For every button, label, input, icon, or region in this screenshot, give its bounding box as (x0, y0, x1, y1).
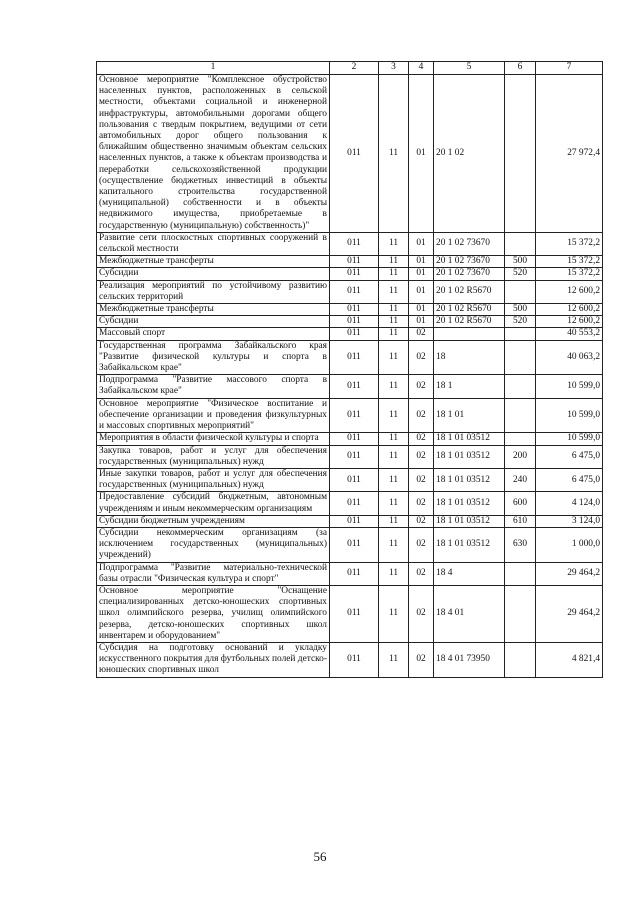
cell-col-4: 02 (409, 340, 434, 375)
cell-col-2: 011 (330, 445, 379, 468)
table-row (97, 468, 603, 491)
row-name-cell: Основное мероприятие "Оснащение специализированных детско-юношеских спортивных школ олимпийского резерва, училищ олимпийского резерва, детско-юношеских спортивных школ инвентарем и оборудованием" (97, 585, 330, 642)
cell-col-6 (505, 433, 536, 445)
cell-col-7: 6 475,0 (536, 445, 603, 468)
table-row (97, 75, 603, 233)
cell-col-2: 011 (330, 492, 379, 515)
cell-col-7: 40 063,2 (536, 340, 603, 375)
cell-col-2: 011 (330, 232, 379, 255)
cell-col-2: 011 (330, 328, 379, 340)
cell-col-7: 29 464,2 (536, 562, 603, 585)
cell-col-4: 02 (409, 642, 434, 677)
table-row (97, 256, 603, 268)
table-row (97, 340, 603, 375)
cell-col-2: 011 (330, 268, 379, 280)
cell-col-3: 11 (379, 398, 409, 433)
cell-col-2: 011 (330, 280, 379, 303)
cell-col-5: 18 1 01 03512 (434, 445, 505, 468)
header-col-1: 1 (97, 62, 330, 75)
header-col-6: 6 (505, 62, 536, 75)
header-col-7: 7 (536, 62, 603, 75)
cell-col-3: 11 (379, 468, 409, 491)
table-row (97, 515, 603, 527)
cell-col-2: 011 (330, 562, 379, 585)
page-number: 56 (313, 849, 327, 864)
cell-col-4: 02 (409, 527, 434, 562)
cell-col-4: 01 (409, 304, 434, 316)
cell-col-7: 10 599,0 (536, 398, 603, 433)
cell-col-3: 11 (379, 232, 409, 255)
row-name-cell: Субсидии (97, 316, 330, 328)
cell-col-2: 011 (330, 340, 379, 375)
row-name-cell: Основное мероприятие "Комплексное обустройство населенных пунктов, расположенных в сельской местности, объектами социальной и инженерной инфраструктуры, автомобильными дорогами общего пользования с твердым покрытием, ведущими от сети автомобильных дорог общего пользования к ближайшим общественно значимым объектам сельских населенных пунктов, а также к объектам производства и переработки сельскохозяйственной продукции (осуществление бюджетных инвестиций в объекты капитального строительства государственной (муниципальной) собственности и в объекты недвижимого имущества, приобретаемые в государственную (муниципальную) собственность)" (97, 75, 330, 233)
cell-col-3: 11 (379, 562, 409, 585)
cell-col-2: 011 (330, 398, 379, 433)
cell-col-2: 011 (330, 642, 379, 677)
cell-col-5: 18 4 (434, 562, 505, 585)
cell-col-6 (505, 340, 536, 375)
cell-col-6: 600 (505, 492, 536, 515)
row-name-cell: Подпрограмма "Развитие материально-технической базы отрасли "Физическая культура и спорт" (97, 562, 330, 585)
cell-col-3: 11 (379, 268, 409, 280)
table-row (97, 445, 603, 468)
cell-col-7: 40 553,2 (536, 328, 603, 340)
cell-col-2: 011 (330, 585, 379, 642)
header-col-3: 3 (379, 62, 409, 75)
table-row (97, 328, 603, 340)
cell-col-6 (505, 328, 536, 340)
cell-col-5: 18 (434, 340, 505, 375)
cell-col-4: 01 (409, 280, 434, 303)
cell-col-5: 18 1 01 03512 (434, 433, 505, 445)
cell-col-5: 20 1 02 73670 (434, 256, 505, 268)
cell-col-5: 20 1 02 (434, 75, 505, 233)
cell-col-3: 11 (379, 445, 409, 468)
cell-col-6 (505, 398, 536, 433)
table-row (97, 280, 603, 303)
row-name-cell: Закупка товаров, работ и услуг для обеспечения государственных (муниципальных) нужд (97, 445, 330, 468)
cell-col-4: 02 (409, 398, 434, 433)
cell-col-4: 02 (409, 445, 434, 468)
cell-col-2: 011 (330, 468, 379, 491)
table-row (97, 562, 603, 585)
cell-col-4: 02 (409, 433, 434, 445)
cell-col-6: 500 (505, 256, 536, 268)
table-row (97, 316, 603, 328)
cell-col-4: 02 (409, 585, 434, 642)
cell-col-5: 18 1 01 (434, 398, 505, 433)
cell-col-5: 20 1 02 73670 (434, 268, 505, 280)
cell-col-4: 01 (409, 268, 434, 280)
row-name-cell: Субсидии бюджетным учреждениям (97, 515, 330, 527)
cell-col-3: 11 (379, 515, 409, 527)
cell-col-4: 02 (409, 328, 434, 340)
cell-col-5: 20 1 02 R5670 (434, 280, 505, 303)
cell-col-5: 20 1 02 R5670 (434, 304, 505, 316)
cell-col-3: 11 (379, 256, 409, 268)
cell-col-4: 02 (409, 562, 434, 585)
cell-col-5 (434, 328, 505, 340)
header-col-5: 5 (434, 62, 505, 75)
cell-col-7: 27 972,4 (536, 75, 603, 233)
cell-col-4: 01 (409, 232, 434, 255)
cell-col-7: 3 124,0 (536, 515, 603, 527)
cell-col-7: 10 599,0 (536, 375, 603, 398)
cell-col-5: 18 4 01 73950 (434, 642, 505, 677)
cell-col-2: 011 (330, 256, 379, 268)
row-name-cell: Реализация мероприятий по устойчивому развитию сельских территорий (97, 280, 330, 303)
row-name-cell: Массовый спорт (97, 328, 330, 340)
cell-col-7: 4 821,4 (536, 642, 603, 677)
row-name-cell: Субсидия на подготовку оснований и укладку искусственного покрытия для футбольных полей детско-юношеских спортивных школ (97, 642, 330, 677)
row-name-cell: Развитие сети плоскостных спортивных сооружений в сельской местности (97, 232, 330, 255)
row-name-cell: Межбюджетные трансферты (97, 304, 330, 316)
cell-col-3: 11 (379, 527, 409, 562)
cell-col-2: 011 (330, 527, 379, 562)
cell-col-3: 11 (379, 433, 409, 445)
cell-col-3: 11 (379, 328, 409, 340)
table-row (97, 375, 603, 398)
cell-col-3: 11 (379, 280, 409, 303)
cell-col-3: 11 (379, 340, 409, 375)
row-name-cell: Иные закупки товаров, работ и услуг для обеспечения государственных (муниципальных) нужд (97, 468, 330, 491)
table-row (97, 585, 603, 642)
cell-col-2: 011 (330, 515, 379, 527)
header-col-2: 2 (330, 62, 379, 75)
row-name-cell: Мероприятия в области физической культуры и спорта (97, 433, 330, 445)
cell-col-6: 520 (505, 268, 536, 280)
cell-col-2: 011 (330, 304, 379, 316)
cell-col-6: 240 (505, 468, 536, 491)
cell-col-3: 11 (379, 585, 409, 642)
row-name-cell: Государственная программа Забайкальского края "Развитие физической культуры и спорта в Забайкальском крае" (97, 340, 330, 375)
cell-col-6 (505, 585, 536, 642)
cell-col-4: 01 (409, 256, 434, 268)
cell-col-5: 20 1 02 73670 (434, 232, 505, 255)
cell-col-2: 011 (330, 375, 379, 398)
cell-col-3: 11 (379, 492, 409, 515)
cell-col-4: 01 (409, 75, 434, 233)
header-row (97, 62, 603, 75)
row-name-cell: Основное мероприятие "Физическое воспитание и обеспечение организации и проведения физкультурных и массовых спортивных мероприятий" (97, 398, 330, 433)
cell-col-7: 12 600,2 (536, 280, 603, 303)
cell-col-7: 15 372,2 (536, 232, 603, 255)
row-name-cell: Подпрограмма "Развитие массового спорта в Забайкальском крае" (97, 375, 330, 398)
row-name-cell: Межбюджетные трансферты (97, 256, 330, 268)
cell-col-5: 18 1 01 03512 (434, 492, 505, 515)
cell-col-7: 1 000,0 (536, 527, 603, 562)
cell-col-6 (505, 562, 536, 585)
cell-col-5: 18 4 01 (434, 585, 505, 642)
cell-col-5: 18 1 01 03512 (434, 468, 505, 491)
table-row (97, 304, 603, 316)
cell-col-7: 29 464,2 (536, 585, 603, 642)
cell-col-4: 02 (409, 492, 434, 515)
table-row (97, 492, 603, 515)
cell-col-7: 12 600,2 (536, 316, 603, 328)
cell-col-7: 15 372,2 (536, 268, 603, 280)
table-row (97, 268, 603, 280)
row-name-cell: Предоставление субсидий бюджетным, автономным учреждениям и иным некоммерческим организациям (97, 492, 330, 515)
table-row (97, 232, 603, 255)
cell-col-5: 18 1 01 03512 (434, 515, 505, 527)
cell-col-6 (505, 232, 536, 255)
cell-col-4: 02 (409, 468, 434, 491)
cell-col-7: 6 475,0 (536, 468, 603, 491)
cell-col-4: 02 (409, 375, 434, 398)
cell-col-7: 15 372,2 (536, 256, 603, 268)
cell-col-6 (505, 642, 536, 677)
cell-col-4: 01 (409, 316, 434, 328)
cell-col-6 (505, 375, 536, 398)
header-col-4: 4 (409, 62, 434, 75)
cell-col-6: 520 (505, 316, 536, 328)
row-name-cell: Субсидии (97, 268, 330, 280)
cell-col-7: 10 599,0 (536, 433, 603, 445)
cell-col-6: 500 (505, 304, 536, 316)
cell-col-6: 200 (505, 445, 536, 468)
cell-col-6 (505, 280, 536, 303)
cell-col-5: 18 1 (434, 375, 505, 398)
cell-col-6: 630 (505, 527, 536, 562)
cell-col-2: 011 (330, 75, 379, 233)
cell-col-3: 11 (379, 304, 409, 316)
table-row (97, 433, 603, 445)
cell-col-2: 011 (330, 433, 379, 445)
budget-table (96, 61, 603, 678)
cell-col-2: 011 (330, 316, 379, 328)
table-row (97, 642, 603, 677)
cell-col-3: 11 (379, 642, 409, 677)
cell-col-4: 02 (409, 515, 434, 527)
cell-col-5: 18 1 01 03512 (434, 527, 505, 562)
cell-col-5: 20 1 02 R5670 (434, 316, 505, 328)
table-row (97, 527, 603, 562)
cell-col-6: 610 (505, 515, 536, 527)
cell-col-7: 12 600,2 (536, 304, 603, 316)
cell-col-3: 11 (379, 316, 409, 328)
cell-col-3: 11 (379, 75, 409, 233)
cell-col-7: 4 124,0 (536, 492, 603, 515)
cell-col-6 (505, 75, 536, 233)
cell-col-3: 11 (379, 375, 409, 398)
table-row (97, 398, 603, 433)
row-name-cell: Субсидии некоммерческим организациям (за исключением государственных (муниципальных) учреждений) (97, 527, 330, 562)
